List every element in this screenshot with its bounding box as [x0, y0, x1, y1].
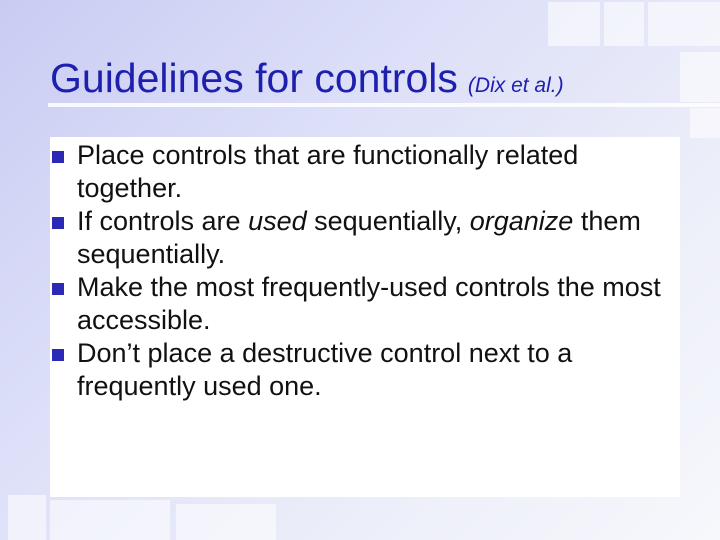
square-bullet-icon — [52, 349, 64, 361]
title-divider — [48, 103, 720, 107]
background-tile — [680, 52, 720, 102]
square-bullet-icon — [52, 151, 64, 163]
background-tile — [690, 108, 720, 138]
bullet-item — [50, 271, 670, 337]
square-bullet-icon — [52, 283, 64, 295]
square-bullet-icon — [52, 217, 64, 229]
bullet-item — [50, 205, 670, 271]
bullet-list — [50, 139, 670, 403]
slide-title-text: Guidelines for controls — [50, 55, 458, 101]
bullet-text-part: sequentially, — [306, 206, 470, 236]
background-tile — [176, 504, 276, 540]
bullet-text: Make the most frequently-used controls the most accessible. — [77, 272, 661, 335]
background-tile — [50, 500, 170, 540]
background-tile — [548, 2, 600, 46]
bullet-text: Don’t place a destructive control next to a frequently used one. — [77, 338, 573, 401]
emphasized-word: used — [248, 206, 307, 236]
background-tile — [604, 2, 644, 46]
background-tile — [8, 495, 46, 540]
content-panel — [50, 137, 680, 497]
background-tile — [648, 2, 720, 46]
bullet-text-part: If controls are — [77, 206, 249, 236]
bullet-text-part: them sequentially. — [77, 206, 641, 269]
emphasized-word: organize — [469, 206, 574, 236]
title-citation: (Dix et al.) — [467, 74, 564, 97]
bullet-item — [50, 139, 670, 205]
bullet-item — [50, 337, 670, 403]
bullet-text: Place controls that are functionally related together. — [77, 140, 579, 203]
